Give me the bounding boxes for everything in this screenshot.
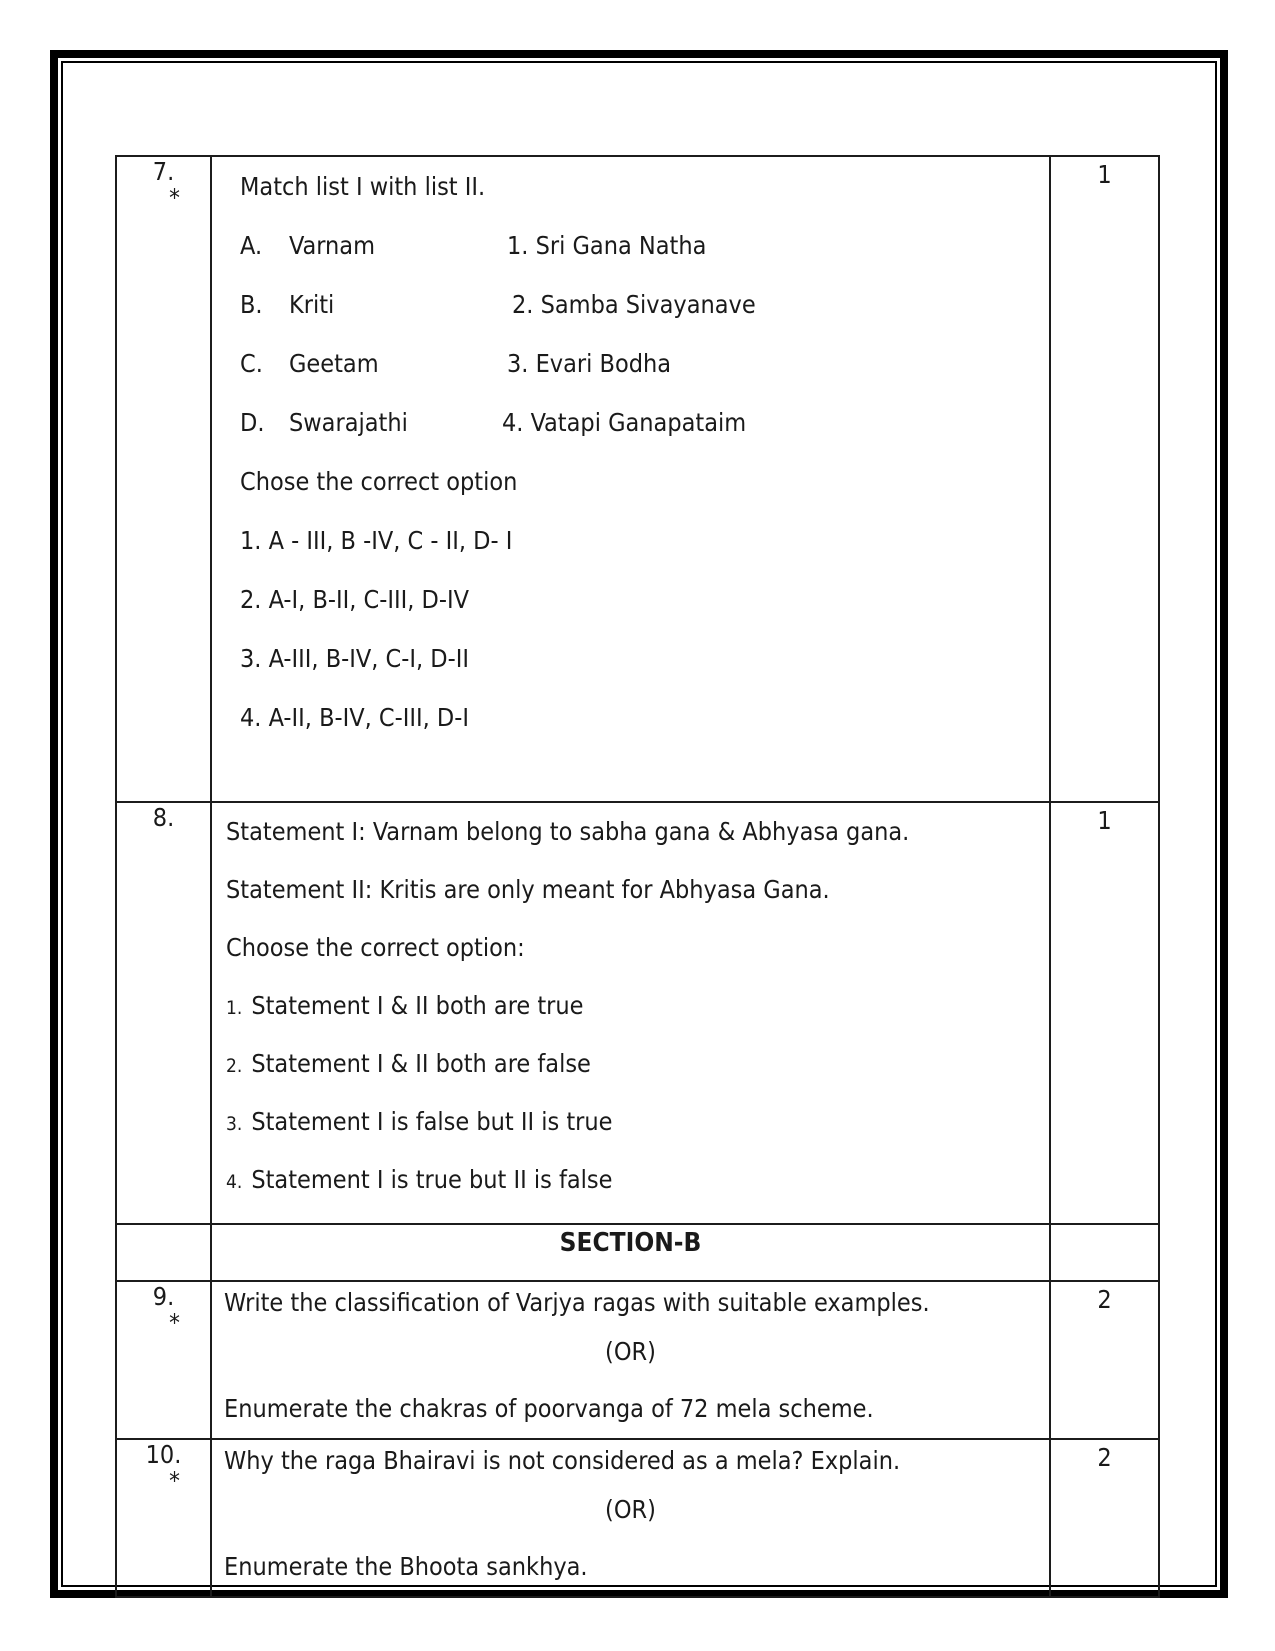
pair-match: 2. Samba Sivayanave: [512, 290, 756, 319]
question-7-number: 7.: [152, 157, 175, 186]
question-7-option: 2. A-I, B-II, C-III, D-IV: [240, 585, 469, 614]
option-text: Statement I is false but II is true: [251, 1107, 613, 1136]
question-8-number-cell: [116, 802, 211, 1224]
question-9-alt: Enumerate the chakras of poorvanga of 72 mela scheme.: [224, 1394, 874, 1423]
pair-match: 4. Vatapi Ganapataim: [502, 408, 747, 437]
match-pair-row: [240, 334, 1049, 393]
question-8-option: [226, 1093, 1049, 1151]
pair-match: 3. Evari Bodha: [507, 349, 672, 378]
question-7-intro: Match list I with list II.: [240, 172, 486, 201]
pair-item: Kriti: [289, 290, 335, 319]
question-7-option: 4. A-II, B-IV, C-III, D-I: [240, 703, 469, 732]
question-8-statement-2: Statement II: Kritis are only meant for Abhyasa Gana.: [226, 875, 830, 904]
question-10-number: 10.: [145, 1440, 182, 1469]
pair-item: Varnam: [289, 231, 375, 260]
option-number: 3.: [226, 1113, 243, 1135]
question-7-option: 1. A - III, B -IV, C - II, D- I: [240, 526, 513, 555]
question-8-number: 8.: [152, 803, 175, 832]
question-7-number-cell: [116, 156, 211, 802]
question-10-alt: Enumerate the Bhoota sankhya.: [224, 1552, 588, 1581]
question-7-prompt: Chose the correct option: [240, 467, 518, 496]
question-10-content: [211, 1439, 1050, 1597]
section-b-empty-left: [116, 1224, 211, 1281]
question-8-row: [116, 802, 1159, 1224]
question-10-number-cell: [116, 1439, 211, 1597]
question-7-content: [211, 156, 1050, 802]
section-b-row: [116, 1224, 1159, 1281]
question-8-option: [226, 1151, 1049, 1209]
option-number: 1.: [226, 997, 243, 1019]
option-number: 2.: [226, 1055, 243, 1077]
match-pair-row: [240, 393, 1049, 452]
pair-label: C.: [240, 349, 263, 378]
pair-label: A.: [240, 231, 263, 260]
question-9-main: Write the classification of Varjya ragas with suitable examples.: [224, 1288, 930, 1317]
question-8-content: [211, 802, 1050, 1224]
question-10-row: [116, 1439, 1159, 1597]
question-10-marks-cell: [1050, 1439, 1159, 1597]
question-8-statement-1: Statement I: Varnam belong to sabha gana & Abhyasa gana.: [226, 817, 910, 846]
question-10-marks: 2: [1097, 1443, 1112, 1472]
pair-item: Swarajathi: [289, 408, 408, 437]
question-8-marks-cell: [1050, 802, 1159, 1224]
pair-item: Geetam: [289, 349, 379, 378]
question-10-main: Why the raga Bhairavi is not considered as a mela? Explain.: [224, 1446, 901, 1475]
question-7-option: 3. A-III, B-IV, C-I, D-II: [240, 644, 469, 673]
match-pair-row: [240, 275, 1049, 334]
pair-match: 1. Sri Gana Natha: [507, 231, 707, 260]
question-8-option: [226, 977, 1049, 1035]
question-7-marks: 1: [1097, 160, 1112, 189]
match-pair-row: [240, 216, 1049, 275]
question-9-content: [211, 1281, 1050, 1439]
question-9-or: (OR): [605, 1337, 656, 1366]
option-number: 4.: [226, 1171, 243, 1193]
pair-label: D.: [240, 408, 265, 437]
section-b-empty-right: [1050, 1224, 1159, 1281]
question-table: [115, 155, 1160, 1598]
question-8-prompt: Choose the correct option:: [226, 933, 525, 962]
question-9-asterisk: *: [169, 1309, 180, 1337]
question-9-number-cell: [116, 1281, 211, 1439]
question-9-number: 9.: [152, 1282, 175, 1311]
question-8-marks: 1: [1097, 806, 1112, 835]
option-text: Statement I & II both are true: [251, 991, 584, 1020]
question-7-marks-cell: [1050, 156, 1159, 802]
question-9-marks: 2: [1097, 1285, 1112, 1314]
question-9-row: [116, 1281, 1159, 1439]
option-text: Statement I is true but II is false: [251, 1165, 613, 1194]
question-10-asterisk: *: [169, 1467, 180, 1495]
question-7-row: [116, 156, 1159, 802]
section-b-heading: SECTION-B: [211, 1224, 1050, 1281]
question-9-marks-cell: [1050, 1281, 1159, 1439]
question-8-option: [226, 1035, 1049, 1093]
pair-label: B.: [240, 290, 263, 319]
option-text: Statement I & II both are false: [251, 1049, 591, 1078]
question-10-or: (OR): [605, 1495, 656, 1524]
question-7-asterisk: *: [169, 184, 180, 212]
